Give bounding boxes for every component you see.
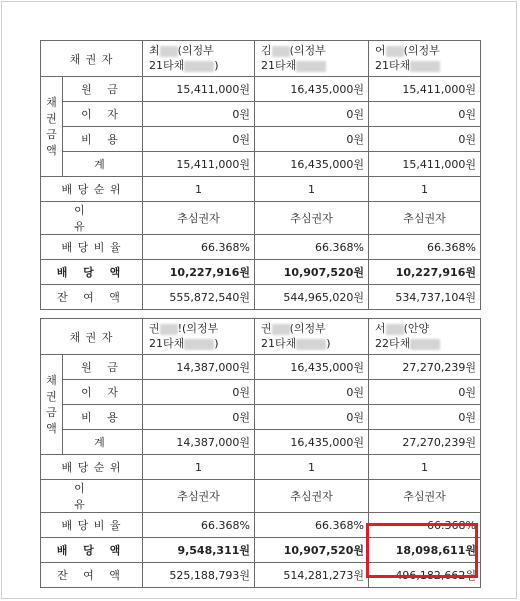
total-value: 16,435,000원 [255,430,369,455]
principal-value: 16,435,000원 [255,355,369,380]
total-label: 계 [63,152,143,177]
priority-label: 배 당 순 위 [41,177,143,202]
total-value: 15,411,000원 [369,152,481,177]
claim-amount-label: 채 권 금 액 [41,355,63,455]
remainder-value: 514,281,273원 [255,563,369,588]
ratio-value: 66.368% [369,235,481,260]
total-value: 14,387,000원 [143,430,255,455]
dividend-value: 18,098,611원 [369,538,481,563]
redaction-mark [184,61,214,72]
expenses-value: 0원 [369,127,481,152]
remainder-value: 525,188,793원 [143,563,255,588]
reason-label: 이 유 [41,480,143,513]
creditor-cell: 권 !(의정부 21타채 ) [143,319,255,355]
reason-value: 추심권자 [255,480,369,513]
redaction-mark [160,46,178,57]
redaction-mark [296,339,326,350]
remainder-value: 544,965,020원 [255,285,369,310]
redaction-mark [184,339,214,350]
creditor-cell: 서 (안양 22타채 [369,319,481,355]
priority-value: 1 [255,455,369,480]
principal-value: 16,435,000원 [255,77,369,102]
dividend-value: 9,548,311원 [143,538,255,563]
total-label: 계 [63,430,143,455]
priority-value: 1 [255,177,369,202]
ratio-value: 66.368% [143,235,255,260]
reason-value: 추심권자 [143,480,255,513]
priority-value: 1 [143,455,255,480]
ratio-value: 66.368% [143,513,255,538]
expenses-label: 비 용 [63,405,143,430]
principal-value: 15,411,000원 [369,77,481,102]
priority-value: 1 [369,177,481,202]
principal-value: 14,387,000원 [143,355,255,380]
expenses-label: 비 용 [63,127,143,152]
principal-label: 원 금 [63,355,143,380]
redaction-mark [160,324,178,335]
redaction-mark [296,61,326,72]
redaction-mark [272,46,290,57]
dividend-value: 10,907,520원 [255,260,369,285]
principal-value: 15,411,000원 [143,77,255,102]
remainder-value: 555,872,540원 [143,285,255,310]
principal-value: 27,270,239원 [369,355,481,380]
expenses-value: 0원 [143,405,255,430]
creditor-cell: 김 (의정부 21타채 [255,41,369,77]
expenses-value: 0원 [143,127,255,152]
redaction-mark [272,324,290,335]
total-value: 27,270,239원 [369,430,481,455]
ratio-value: 66.368% [255,235,369,260]
distribution-table-1 [40,40,481,310]
remainder-label: 잔 여 액 [41,285,143,310]
remainder-value: 534,737,104원 [369,285,481,310]
redaction-mark [410,61,440,72]
priority-label: 배 당 순 위 [41,455,143,480]
redaction-mark [386,324,404,335]
creditor-header: 채 권 자 [41,41,143,77]
expenses-value: 0원 [255,405,369,430]
expenses-value: 0원 [369,405,481,430]
interest-label: 이 자 [63,102,143,127]
ratio-label: 배 당 비 율 [41,513,143,538]
interest-value: 0원 [255,380,369,405]
dividend-value: 10,227,916원 [369,260,481,285]
total-value: 15,411,000원 [143,152,255,177]
creditor-cell: 최 (의정부 21타채 ) [143,41,255,77]
highlight-box [366,523,478,578]
expenses-value: 0원 [255,127,369,152]
interest-value: 0원 [369,102,481,127]
reason-value: 추심권자 [369,202,481,235]
reason-value: 추심권자 [369,480,481,513]
interest-value: 0원 [255,102,369,127]
redaction-mark [386,46,404,57]
interest-label: 이 자 [63,380,143,405]
interest-value: 0원 [369,380,481,405]
priority-value: 1 [369,455,481,480]
interest-value: 0원 [143,380,255,405]
redaction-mark [410,339,440,350]
ratio-value: 66.368% [369,513,481,538]
interest-value: 0원 [143,102,255,127]
remainder-value: 496,182,662원 [369,563,481,588]
creditor-header: 채 권 자 [41,319,143,355]
creditor-cell: 권 (의정부 21타채 ) [255,319,369,355]
creditor-cell: 어 (의정부 21타채 [369,41,481,77]
ratio-value: 66.368% [255,513,369,538]
dividend-label: 배 당 액 [41,260,143,285]
dividend-value: 10,227,916원 [143,260,255,285]
priority-value: 1 [143,177,255,202]
total-value: 16,435,000원 [255,152,369,177]
ratio-label: 배 당 비 율 [41,235,143,260]
dividend-label: 배 당 액 [41,538,143,563]
reason-label: 이 유 [41,202,143,235]
remainder-label: 잔 여 액 [41,563,143,588]
claim-amount-label: 채 권 금 액 [41,77,63,177]
reason-value: 추심권자 [255,202,369,235]
principal-label: 원 금 [63,77,143,102]
reason-value: 추심권자 [143,202,255,235]
dividend-value: 10,907,520원 [255,538,369,563]
